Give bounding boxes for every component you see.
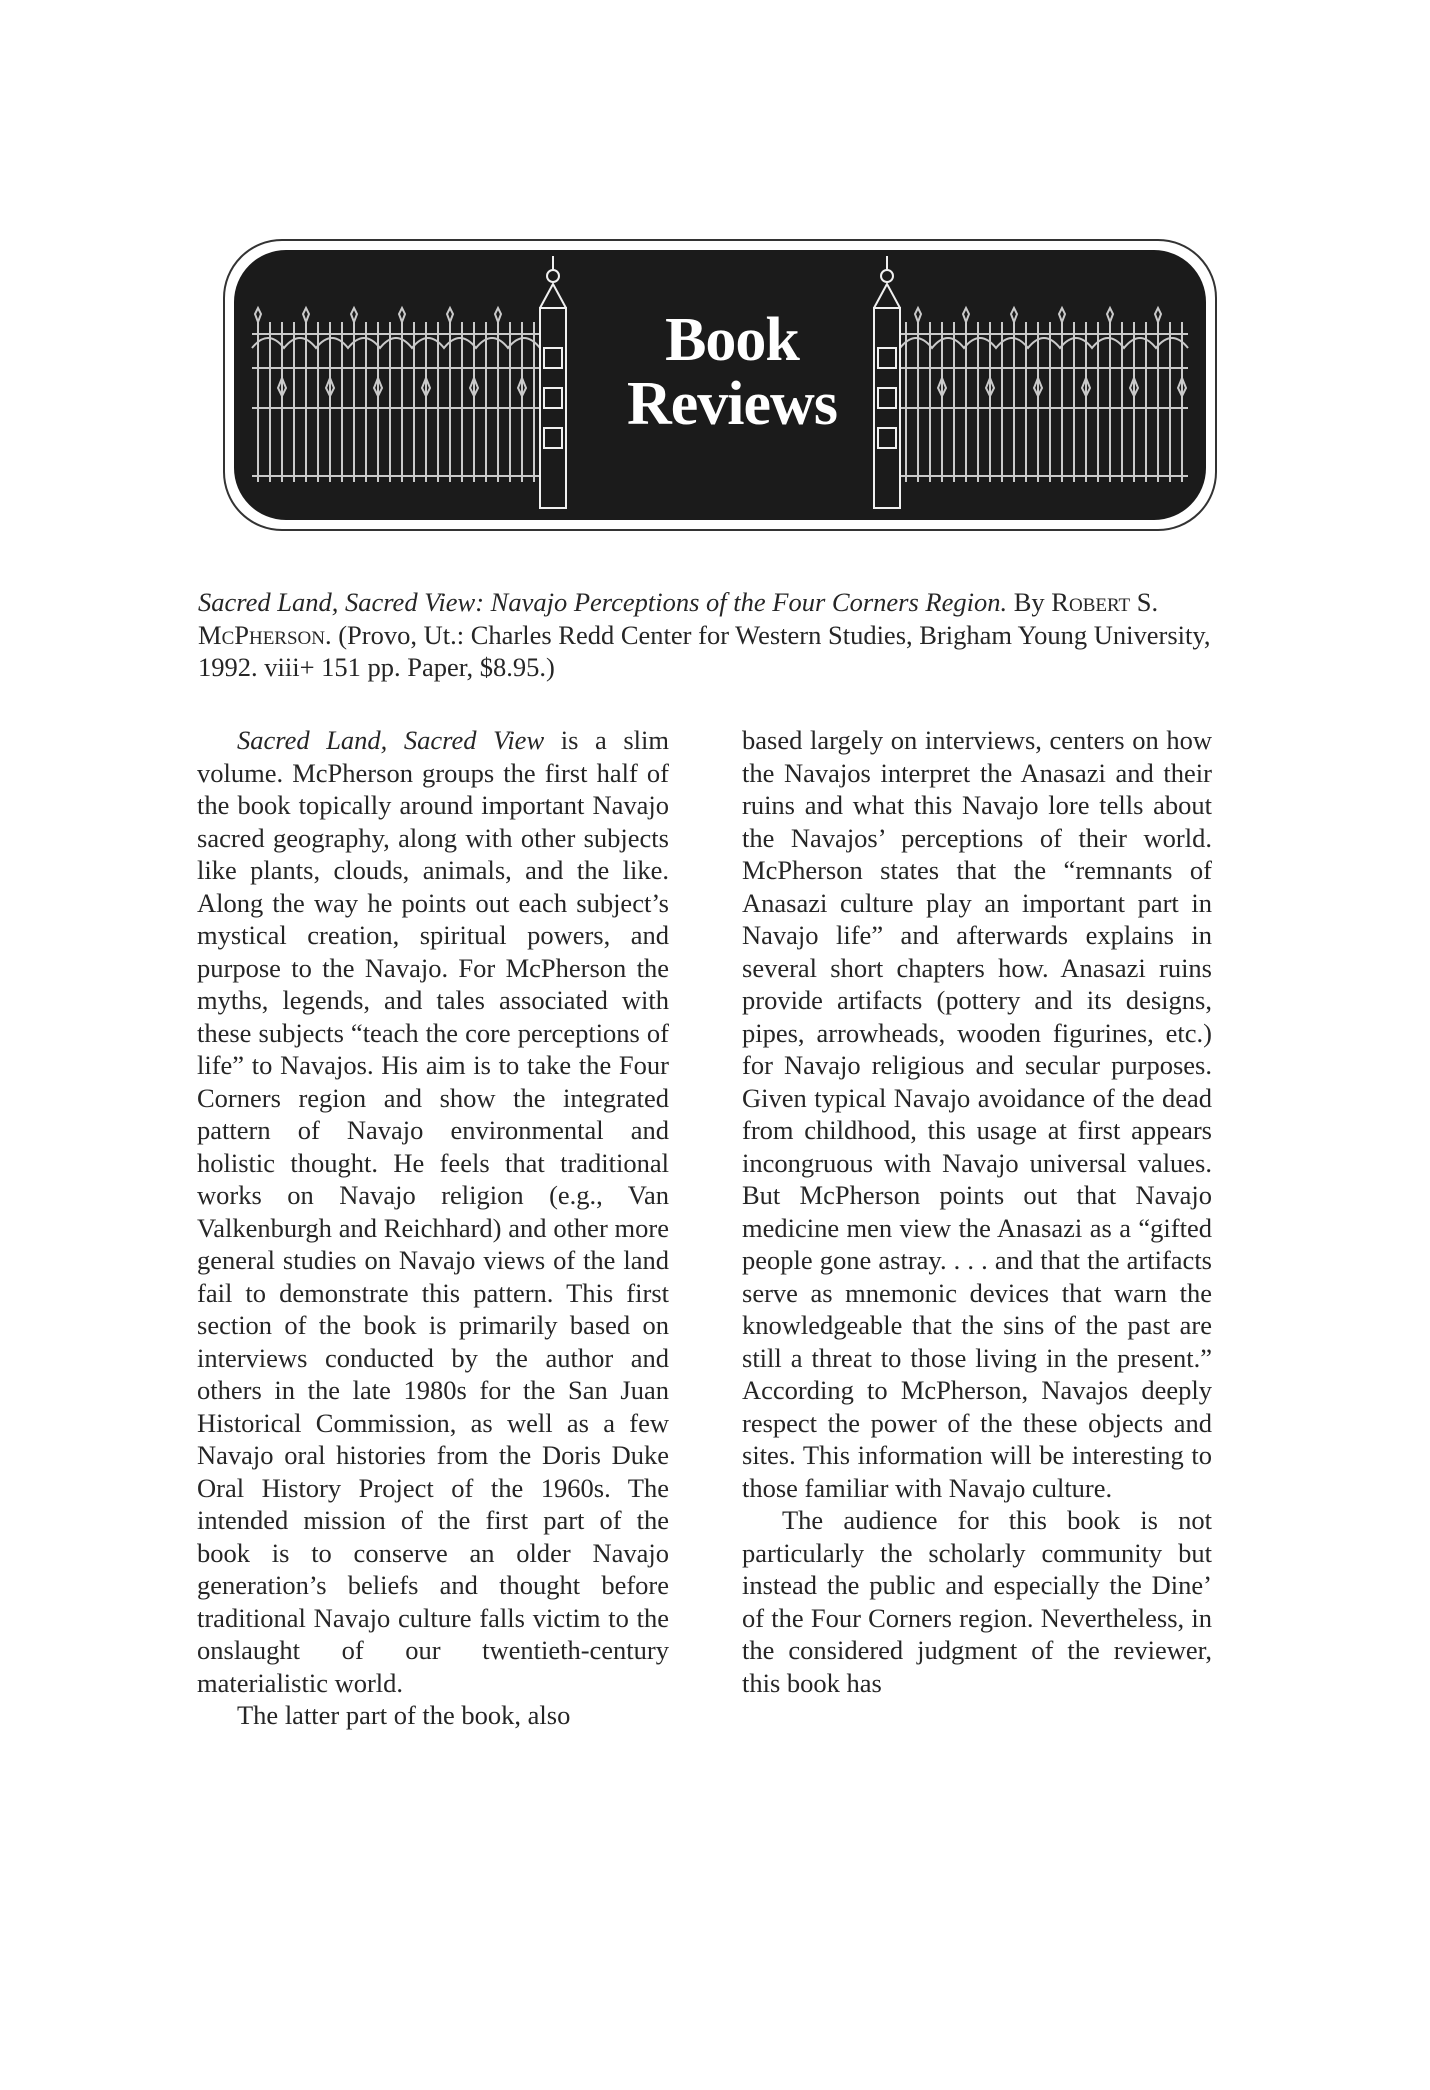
banner-title-line-2: Reviews <box>627 370 837 438</box>
citation-by: By <box>1013 587 1045 617</box>
citation-publication: (Provo, Ut.: Charles Redd Center for Western Studies, Brigham Young University, 1992. viii+ 151 pp. Paper, $8.95.) <box>198 619 1211 682</box>
review-paragraph: based largely on interviews, centers on how the Navajos interpret the Anasazi and their ruins and what this Navajo lore tells about the Navajos’ perceptions of their world. McPherson states that the “remnants of Anasazi culture play an important part in Navajo life” and afterwards explains in several short chapters how. Anasazi ruins provide artifacts (pottery and its designs, pipes, arrowheads, wooden figurines, etc.) for Navajo religious and secular purposes. Given typical Navajo avoidance of the dead from childhood, this usage at first appears incongruous with Navajo universal values. But McPherson points out that Navajo medicine men view the Anasazi as a “gifted people gone astray. . . . and that the artifacts serve as mnemonic devices that warn the knowledgeable that the sins of the past are still a threat to those living in the present.” According to McPherson, Navajos deeply respect the power of the these objects and sites. This information will be interesting to those familiar with Navajo culture. <box>742 725 1212 1503</box>
review-paragraph-text: is a slim volume. McPherson groups the first half of the book topically around important Navajo sacred geography, along with other subjects like plants, clouds, animals, and the like. Along the way he points out each subject’s mystical creation, spiritual powers, and purpose to the Navajo. For McPherson the myths, legends, and tales associated with these subjects “teach the core perceptions of life” to Navajos. His aim is to take the Four Corners region and show the integrated pattern of Navajo environmental and holistic thought. He feels that traditional works on Navajo religion (e.g., Van Valkenburgh and Reichhard) and other more general studies on Navajo views of the land fail to demonstrate this pattern. This first section of the book is primarily based on interviews conducted by the author and others in the late 1980s for the San Juan Historical Commission, as well as a few Navajo oral histories from the Doris Duke Oral History Project of the 1960s. The intended mission of the first part of the book is to conserve an older Navajo generation’s beliefs and thought before traditional Navajo culture falls victim to the onslaught of our twentieth-century materialistic world. <box>197 725 669 1698</box>
review-column-right <box>742 724 1212 1699</box>
banner-title-line-1: Book <box>665 306 799 374</box>
review-column-left <box>197 724 669 1732</box>
review-paragraph: The latter part of the book, also <box>237 1700 571 1730</box>
review-paragraph <box>197 724 669 1699</box>
book-citation <box>198 586 1234 684</box>
banner-title <box>582 308 882 436</box>
review-book-title-italic: Sacred Land, Sacred View <box>237 725 545 755</box>
book-reviews-banner <box>222 238 1218 532</box>
review-paragraph: The audience for this book is not particularly the scholarly community but instead the public and especially the Dine’ of the Four Corners region. Nevertheless, in the considered judgment of the reviewer, this book has <box>742 1505 1212 1698</box>
citation-author: Robert S. McPherson. <box>198 587 1159 650</box>
citation-book-title: Sacred Land, Sacred View: Navajo Perceptions of the Four Corners Region. <box>198 587 1008 617</box>
